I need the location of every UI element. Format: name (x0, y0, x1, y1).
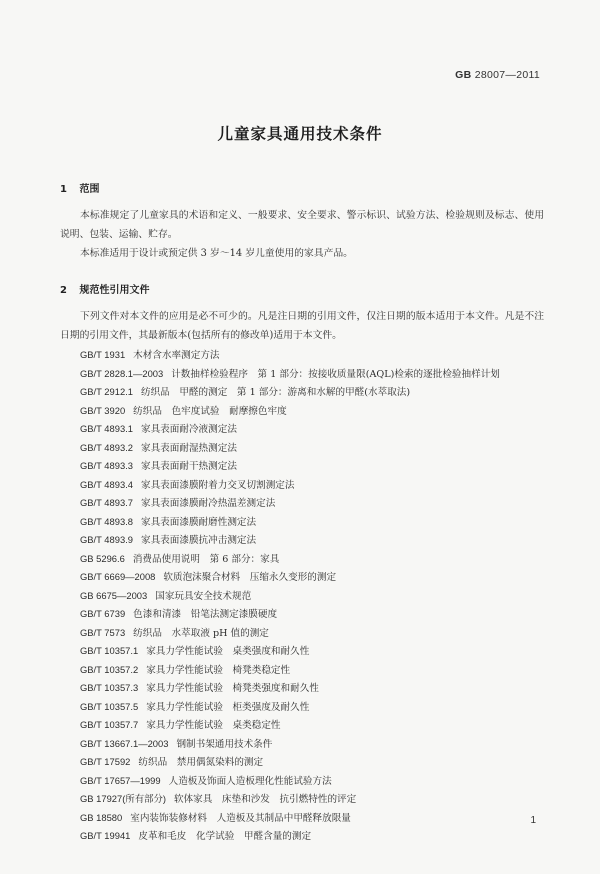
section-title: 范围 (79, 184, 100, 195)
reference-item (60, 790, 544, 809)
reference-code: GB/T 4893.2 (80, 441, 133, 453)
reference-code: GB/T 7573 (80, 626, 126, 638)
reference-code: GB/T 6739 (80, 608, 126, 619)
reference-title: 计数抽样检验程序 第 1 部分：按接收质量限(AQL)检索的逐批检验抽样计划 (171, 368, 500, 380)
reference-item (60, 346, 544, 365)
standard-prefix: GB (455, 69, 472, 81)
reference-title: 家具表面漆膜耐磨性测定法 (141, 516, 257, 528)
reference-code: GB/T 2828.1—2003 (80, 367, 164, 379)
reference-item (60, 698, 544, 717)
reference-title: 室内装饰装修材料 人造板及其制品中甲醛释放限量 (130, 812, 351, 824)
reference-title: 家具力学性能试验 椅凳类稳定性 (146, 664, 291, 676)
reference-code: GB/T 10357.5 (80, 700, 139, 712)
reference-code: GB/T 4893.9 (80, 534, 133, 545)
reference-title: 纺织品 色牢度试验 耐摩擦色牢度 (133, 405, 287, 417)
reference-item (60, 402, 544, 421)
reference-code: GB 17927(所有部分) (80, 793, 166, 804)
section-title: 规范性引用文件 (79, 285, 150, 296)
reference-title: 家具表面耐湿热测定法 (141, 442, 237, 454)
reference-title: 人造板及饰面人造板理化性能试验方法 (168, 775, 332, 787)
reference-code: GB/T 10357.1 (80, 645, 139, 656)
reference-title: 软质泡沫聚合材料 压缩永久变形的测定 (163, 572, 337, 583)
reference-code: GB 18580 (80, 811, 123, 823)
reference-title: 家具表面漆膜耐冷热温差测定法 (141, 498, 276, 509)
references-intro-paragraph: 下列文件对本文件的应用是必不可少的。凡是注日期的引用文件，仅注日期的版本适用于本文件。凡是不注日期的引用文件，其最新版本(包括所有的修改单)适用于本文件。 (60, 311, 544, 341)
reference-item (60, 735, 544, 754)
page-number: 1 (530, 815, 536, 826)
scope-paragraph-2: 本标准适用于设计或预定供 3 岁～14 岁儿童使用的家具产品。 (80, 248, 353, 259)
reference-item (60, 679, 544, 698)
section-heading-normative-references (60, 281, 149, 296)
reference-code: GB/T 13667.1—2003 (80, 737, 169, 749)
reference-code: GB 6675—2003 (80, 589, 148, 601)
reference-item (60, 772, 544, 791)
reference-item (60, 642, 544, 661)
reference-code: GB/T 10357.7 (80, 719, 139, 730)
reference-title: 家具表面漆膜抗冲击测定法 (141, 535, 257, 546)
reference-title: 钢制书架通用技术条件 (176, 738, 273, 750)
reference-code: GB/T 4893.4 (80, 478, 133, 490)
reference-title: 纺织品 水萃取液 pH 值的测定 (133, 627, 269, 639)
reference-title: 纺织品 禁用偶氮染料的测定 (138, 757, 264, 768)
reference-code: GB/T 19941 (80, 830, 131, 841)
reference-code: GB/T 3920 (80, 404, 126, 416)
reference-code: GB/T 4893.8 (80, 515, 133, 527)
reference-code: GB/T 10357.2 (80, 663, 139, 675)
reference-item (60, 827, 544, 846)
reference-item (60, 624, 544, 643)
reference-item (60, 568, 544, 587)
section-heading-scope (60, 180, 99, 195)
reference-item (60, 439, 544, 458)
reference-item (60, 457, 544, 476)
reference-code: GB/T 4893.1 (80, 423, 133, 434)
reference-title: 家具表面耐冷液测定法 (141, 424, 237, 435)
reference-item (60, 587, 544, 606)
reference-title: 家具力学性能试验 桌类稳定性 (146, 720, 281, 731)
reference-code: GB/T 10357.3 (80, 682, 139, 693)
document-title: 儿童家具通用技术条件 (217, 125, 383, 143)
reference-code: GB 5296.6 (80, 552, 125, 564)
reference-item (60, 476, 544, 495)
section-number: 1 (60, 184, 67, 195)
reference-code: GB/T 6669—2008 (80, 571, 156, 582)
reference-item (60, 661, 544, 680)
reference-title: 国家玩具安全技术规范 (155, 590, 252, 602)
reference-title: 家具力学性能试验 椅凳类强度和耐久性 (146, 683, 319, 694)
reference-title: 色漆和清漆 铅笔法测定漆膜硬度 (133, 609, 278, 620)
standard-code: 28007—2011 (474, 69, 540, 81)
reference-item (60, 494, 544, 513)
scope-paragraph-1: 本标准规定了儿童家具的术语和定义、一般要求、安全要求、警示标识、试验方法、检验规则及标志、使用说明、包装、运输、贮存。 (60, 210, 544, 240)
reference-item (60, 365, 544, 384)
reference-title: 家具表面耐干热测定法 (141, 461, 237, 472)
reference-title: 皮革和毛皮 化学试验 甲醛含量的测定 (138, 831, 312, 842)
reference-code: GB/T 4893.7 (80, 497, 133, 508)
reference-title: 木材含水率测定方法 (133, 350, 220, 361)
reference-item (60, 550, 544, 569)
reference-title: 家具力学性能试验 桌类强度和耐久性 (146, 646, 310, 657)
section-number: 2 (60, 285, 67, 296)
reference-title: 纺织品 甲醛的测定 第 1 部分：游离和水解的甲醛(水萃取法) (141, 387, 411, 398)
reference-item (60, 809, 544, 828)
reference-item (60, 513, 544, 532)
reference-title: 家具力学性能试验 柜类强度及耐久性 (146, 701, 310, 713)
reference-item (60, 753, 544, 772)
reference-list (60, 346, 544, 846)
reference-item (60, 716, 544, 735)
reference-code: GB/T 4893.3 (80, 460, 133, 471)
reference-title: 软体家具 床垫和沙发 抗引燃特性的评定 (173, 794, 357, 805)
reference-title: 家具表面漆膜附着力交叉切割测定法 (141, 479, 295, 491)
reference-item (60, 531, 544, 550)
reference-code: GB/T 17657—1999 (80, 774, 161, 786)
reference-code: GB/T 2912.1 (80, 386, 133, 397)
reference-item (60, 420, 544, 439)
reference-code: GB/T 1931 (80, 349, 126, 360)
reference-item (60, 383, 544, 402)
reference-item (60, 605, 544, 624)
reference-code: GB/T 17592 (80, 756, 131, 767)
reference-title: 消费品使用说明 第 6 部分：家具 (132, 553, 280, 565)
standard-number (455, 69, 540, 81)
